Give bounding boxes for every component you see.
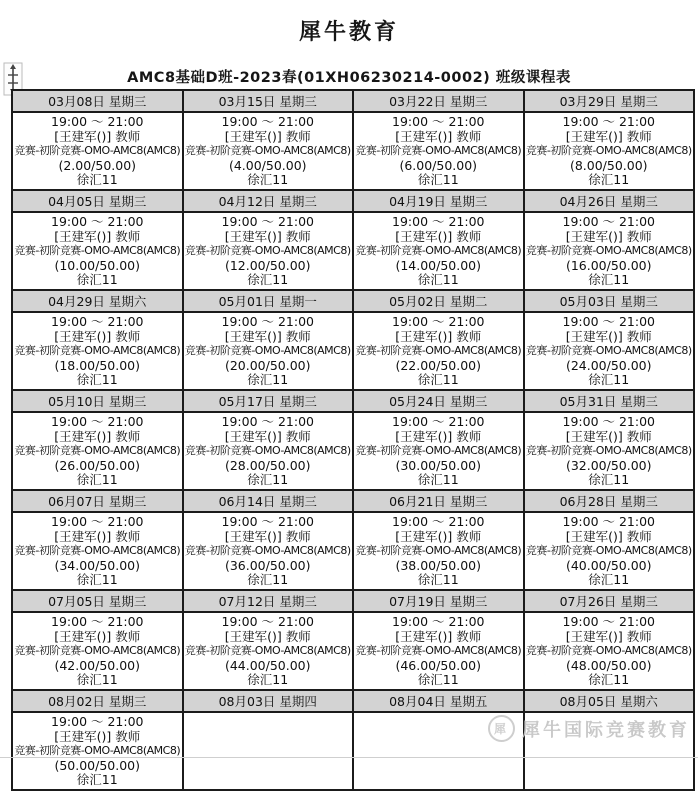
session-date-header: 05月03日 星期三 [524,290,695,312]
page-title: 犀牛教育 [298,20,399,45]
session-time: 19:00 ～ 21:00 [392,314,485,329]
session-location: 徐汇11 [588,572,630,587]
session-cell [524,312,695,390]
session-date-header: 07月26日 星期三 [524,590,695,612]
session-time: 19:00 ～ 21:00 [562,114,655,129]
session-teacher: [王建军()] 教师 [224,128,311,144]
session-location: 徐汇11 [76,372,118,387]
session-course: 竞赛-初阶竞赛-OMO-AMC8(AMC8) [184,644,351,657]
session-progress: (40.00/50.00) [565,557,652,573]
session-progress: (2.00/50.00) [58,157,137,173]
session-location: 徐汇11 [247,172,289,187]
session-date-header: 03月29日 星期三 [524,90,695,112]
session-time: 19:00 ～ 21:00 [562,414,655,429]
session-date-header: 07月05日 星期三 [12,590,183,612]
session-course: 竞赛-初阶竞赛-OMO-AMC8(AMC8) [14,544,181,557]
session-date-header: 08月03日 星期四 [183,690,354,712]
session-teacher: [王建军()] 教师 [54,328,141,344]
session-course: 竞赛-初阶竞赛-OMO-AMC8(AMC8) [525,344,692,357]
session-teacher: [王建军()] 教师 [54,528,141,544]
session-cell [353,312,524,390]
session-course: 竞赛-初阶竞赛-OMO-AMC8(AMC8) [14,644,181,657]
session-location: 徐汇11 [76,572,118,587]
session-cell [12,412,183,490]
session-location: 徐汇11 [247,572,289,587]
session-course: 竞赛-初阶竞赛-OMO-AMC8(AMC8) [525,644,692,657]
session-course: 竞赛-初阶竞赛-OMO-AMC8(AMC8) [184,144,351,157]
session-time: 19:00 ～ 21:00 [392,514,485,529]
session-date-header: 06月14日 星期三 [183,490,354,512]
session-date-header: 04月29日 星期六 [12,290,183,312]
session-date-header: 06月28日 星期三 [524,490,695,512]
session-teacher: [王建军()] 教师 [395,328,482,344]
session-course: 竞赛-初阶竞赛-OMO-AMC8(AMC8) [355,544,522,557]
session-teacher: [王建军()] 教师 [395,228,482,244]
session-time: 19:00 ～ 21:00 [221,414,314,429]
session-cell [524,612,695,690]
class-schedule-table [11,89,695,791]
session-course: 竞赛-初阶竞赛-OMO-AMC8(AMC8) [355,644,522,657]
watermark-text: 犀牛国际竞赛教育 [522,719,690,741]
session-cell [12,612,183,690]
session-cell [183,212,354,290]
session-teacher: [王建军()] 教师 [395,128,482,144]
session-course: 竞赛-初阶竞赛-OMO-AMC8(AMC8) [525,144,692,157]
session-date-header: 07月12日 星期三 [183,590,354,612]
session-progress: (22.00/50.00) [395,357,482,373]
session-time: 19:00 ～ 21:00 [221,214,314,229]
session-date-header: 05月01日 星期一 [183,290,354,312]
session-teacher: [王建军()] 教师 [224,528,311,544]
session-location: 徐汇11 [247,472,289,487]
session-progress: (30.00/50.00) [395,457,482,473]
session-cell [353,612,524,690]
session-teacher: [王建军()] 教师 [565,428,652,444]
session-cell [353,212,524,290]
empty-session-cell [353,712,524,790]
session-time: 19:00 ～ 21:00 [51,214,144,229]
session-progress: (32.00/50.00) [565,457,652,473]
session-time: 19:00 ～ 21:00 [392,414,485,429]
session-time: 19:00 ～ 21:00 [51,614,144,629]
session-date-header: 03月15日 星期三 [183,90,354,112]
session-teacher: [王建军()] 教师 [395,628,482,644]
session-progress: (38.00/50.00) [395,557,482,573]
session-progress: (24.00/50.00) [565,357,652,373]
session-location: 徐汇11 [588,472,630,487]
session-teacher: [王建军()] 教师 [54,428,141,444]
session-cell [12,312,183,390]
session-location: 徐汇11 [417,172,459,187]
schedule-body [12,90,694,790]
empty-session-cell [524,712,695,790]
session-cell [524,512,695,590]
session-location: 徐汇11 [588,672,630,687]
session-date-header: 04月05日 星期三 [12,190,183,212]
session-progress: (18.00/50.00) [54,357,141,373]
session-cell [12,212,183,290]
session-teacher: [王建军()] 教师 [565,528,652,544]
session-location: 徐汇11 [588,372,630,387]
session-progress: (42.00/50.00) [54,657,141,673]
session-location: 徐汇11 [417,272,459,287]
session-location: 徐汇11 [247,372,289,387]
session-teacher: [王建军()] 教师 [224,428,311,444]
session-progress: (16.00/50.00) [565,257,652,273]
session-course: 竞赛-初阶竞赛-OMO-AMC8(AMC8) [14,344,181,357]
session-course: 竞赛-初阶竞赛-OMO-AMC8(AMC8) [14,444,181,457]
session-date-header: 05月31日 星期三 [524,390,695,412]
session-date-header: 06月21日 星期三 [353,490,524,512]
session-time: 19:00 ～ 21:00 [562,314,655,329]
session-cell [12,112,183,190]
session-teacher: [王建军()] 教师 [54,628,141,644]
session-location: 徐汇11 [247,672,289,687]
session-progress: (50.00/50.00) [54,757,141,773]
session-course: 竞赛-初阶竞赛-OMO-AMC8(AMC8) [14,744,181,757]
session-date-header: 07月19日 星期三 [353,590,524,612]
session-course: 竞赛-初阶竞赛-OMO-AMC8(AMC8) [355,444,522,457]
session-progress: (14.00/50.00) [395,257,482,273]
session-progress: (46.00/50.00) [395,657,482,673]
session-location: 徐汇11 [417,572,459,587]
session-date-header: 05月02日 星期二 [353,290,524,312]
session-location: 徐汇11 [76,272,118,287]
session-date-header: 05月24日 星期三 [353,390,524,412]
session-cell [183,512,354,590]
session-teacher: [王建军()] 教师 [565,628,652,644]
session-teacher: [王建军()] 教师 [395,528,482,544]
session-date-header: 06月07日 星期三 [12,490,183,512]
session-cell [353,412,524,490]
session-teacher: [王建军()] 教师 [224,328,311,344]
session-location: 徐汇11 [417,672,459,687]
session-time: 19:00 ～ 21:00 [392,214,485,229]
session-date-header: 04月26日 星期三 [524,190,695,212]
session-time: 19:00 ～ 21:00 [392,114,485,129]
session-teacher: [王建军()] 教师 [54,128,141,144]
session-date-header: 08月04日 星期五 [353,690,524,712]
session-teacher: [王建军()] 教师 [395,428,482,444]
session-course: 竞赛-初阶竞赛-OMO-AMC8(AMC8) [355,344,522,357]
session-time: 19:00 ～ 21:00 [562,514,655,529]
session-teacher: [王建军()] 教师 [54,228,141,244]
session-date-header: 04月19日 星期三 [353,190,524,212]
session-cell [524,212,695,290]
session-course: 竞赛-初阶竞赛-OMO-AMC8(AMC8) [184,444,351,457]
session-progress: (48.00/50.00) [565,657,652,673]
session-cell [183,112,354,190]
session-time: 19:00 ～ 21:00 [51,714,144,729]
session-location: 徐汇11 [76,772,118,787]
page-bottom-edge [0,757,698,758]
session-time: 19:00 ～ 21:00 [221,614,314,629]
session-teacher: [王建军()] 教师 [54,728,141,744]
session-course: 竞赛-初阶竞赛-OMO-AMC8(AMC8) [184,344,351,357]
session-progress: (12.00/50.00) [224,257,311,273]
session-location: 徐汇11 [417,372,459,387]
session-date-header: 08月02日 星期三 [12,690,183,712]
session-progress: (36.00/50.00) [224,557,311,573]
session-time: 19:00 ～ 21:00 [221,314,314,329]
session-location: 徐汇11 [588,272,630,287]
session-date-header: 04月12日 星期三 [183,190,354,212]
session-location: 徐汇11 [588,172,630,187]
session-course: 竞赛-初阶竞赛-OMO-AMC8(AMC8) [184,544,351,557]
session-location: 徐汇11 [76,172,118,187]
session-progress: (6.00/50.00) [399,157,478,173]
session-date-header: 05月10日 星期三 [12,390,183,412]
session-date-header: 08月05日 星期六 [524,690,695,712]
session-progress: (8.00/50.00) [569,157,648,173]
session-teacher: [王建军()] 教师 [565,228,652,244]
session-progress: (4.00/50.00) [228,157,307,173]
session-course: 竞赛-初阶竞赛-OMO-AMC8(AMC8) [184,244,351,257]
session-course: 竞赛-初阶竞赛-OMO-AMC8(AMC8) [525,244,692,257]
session-location: 徐汇11 [417,472,459,487]
session-teacher: [王建军()] 教师 [224,628,311,644]
session-cell [183,312,354,390]
session-cell [524,412,695,490]
session-cell [183,612,354,690]
session-time: 19:00 ～ 21:00 [221,514,314,529]
session-progress: (20.00/50.00) [224,357,311,373]
session-date-header: 03月08日 星期三 [12,90,183,112]
session-progress: (26.00/50.00) [54,457,141,473]
session-time: 19:00 ～ 21:00 [51,514,144,529]
session-cell [12,712,183,790]
session-course: 竞赛-初阶竞赛-OMO-AMC8(AMC8) [355,144,522,157]
session-time: 19:00 ～ 21:00 [51,314,144,329]
session-progress: (44.00/50.00) [224,657,311,673]
session-time: 19:00 ～ 21:00 [562,214,655,229]
session-time: 19:00 ～ 21:00 [51,114,144,129]
session-cell [12,512,183,590]
session-time: 19:00 ～ 21:00 [51,414,144,429]
session-location: 徐汇11 [247,272,289,287]
session-cell [353,512,524,590]
session-time: 19:00 ～ 21:00 [392,614,485,629]
session-location: 徐汇11 [76,472,118,487]
session-progress: (10.00/50.00) [54,257,141,273]
session-date-header: 05月17日 星期三 [183,390,354,412]
session-location: 徐汇11 [76,672,118,687]
session-time: 19:00 ～ 21:00 [221,114,314,129]
session-teacher: [王建军()] 教师 [224,228,311,244]
session-cell [183,412,354,490]
session-cell [353,112,524,190]
session-progress: (34.00/50.00) [54,557,141,573]
session-teacher: [王建军()] 教师 [565,128,652,144]
session-course: 竞赛-初阶竞赛-OMO-AMC8(AMC8) [355,244,522,257]
session-course: 竞赛-初阶竞赛-OMO-AMC8(AMC8) [525,444,692,457]
session-course: 竞赛-初阶竞赛-OMO-AMC8(AMC8) [14,244,181,257]
session-course: 竞赛-初阶竞赛-OMO-AMC8(AMC8) [14,144,181,157]
empty-session-cell [183,712,354,790]
session-cell [524,112,695,190]
session-time: 19:00 ～ 21:00 [562,614,655,629]
session-date-header: 03月22日 星期三 [353,90,524,112]
class-schedule-subtitle: AMC8基础D班-2023春(01XH06230214-0002) 班级课程表 [127,70,571,86]
session-course: 竞赛-初阶竞赛-OMO-AMC8(AMC8) [525,544,692,557]
session-progress: (28.00/50.00) [224,457,311,473]
rhino-logo-icon: 犀 [488,715,515,742]
session-teacher: [王建军()] 教师 [565,328,652,344]
